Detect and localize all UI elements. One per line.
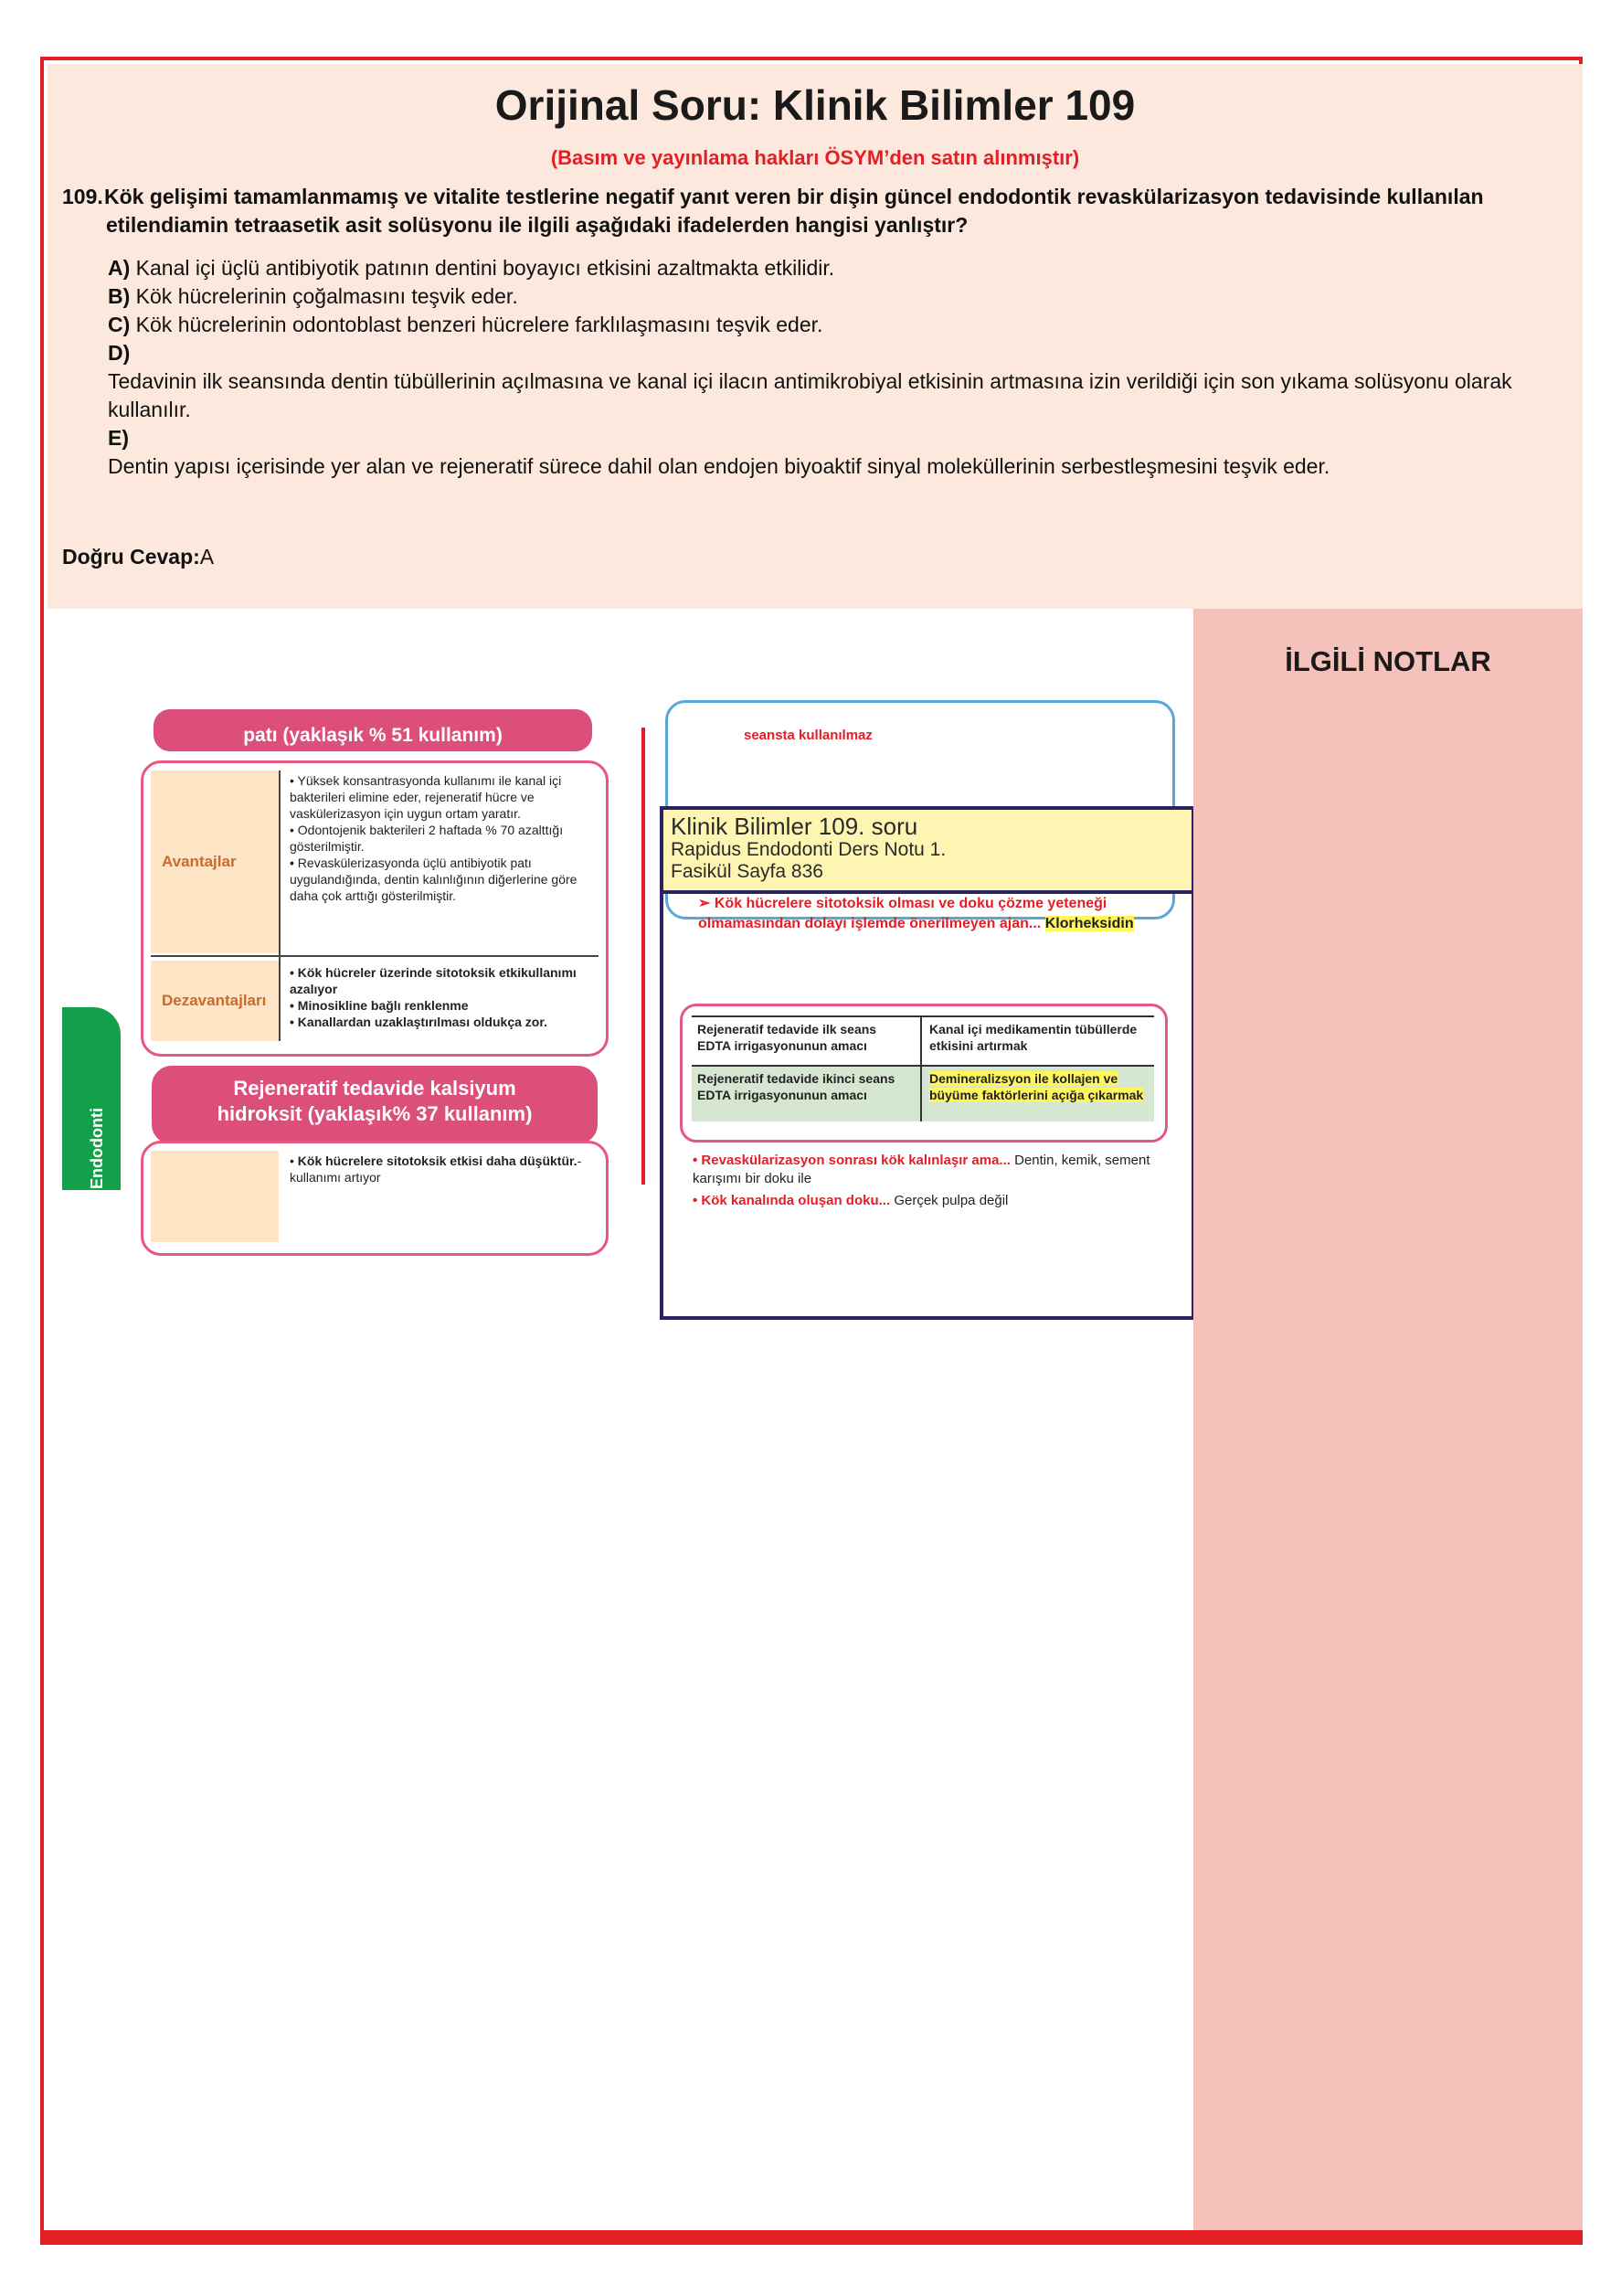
list-item: -kullanımı artıyor [290, 1153, 582, 1185]
option-label: C) [108, 313, 131, 336]
calcium-item: • Kök hücrelere sitotoksik etkisi daha düşüktür.-kullanımı artıyor [290, 1153, 582, 1185]
page-frame [40, 57, 1583, 2245]
notes-panel [1193, 609, 1583, 2230]
column-rule [641, 728, 645, 1185]
option-a [108, 254, 1533, 282]
option-text: Kök hücrelerinin odontoblast benzeri hücrelere farklılaşmasını teşvik eder. [135, 313, 823, 336]
table-rule [692, 1015, 1154, 1017]
option-text: Kök hücrelerinin çoğalmasını teşvik eder. [135, 284, 518, 308]
table-cell [929, 1070, 1149, 1103]
page-title: Orijinal Soru: Klinik Bilimler 109 [494, 81, 1136, 129]
textbook-excerpt [62, 725, 1150, 1208]
table-cell: Kanal içi medikamentin tübüllerde etkisini artırmak [929, 1022, 1138, 1053]
bullet-text: Gerçek pulpa değil [894, 1193, 1009, 1208]
divider [151, 955, 599, 957]
highlighted-text: Demineralizsyon ile kollajen ve büyüme faktörlerini açığa çıkarmak [929, 1071, 1144, 1102]
bullet-red: Kök kanalında oluşan doku... [701, 1193, 891, 1208]
option-label: A) [108, 256, 131, 280]
list-item: Odontojenik bakterileri 2 haftada % 70 azalttığı gösterilmiştir. [290, 823, 564, 854]
list-item: Yüksek konsantrasyonda kullanımı ile kanal içi bakterileri elimine eder, rejeneratif hücre ve vaskülerizasyon için uygun ortam yaratır. [290, 773, 562, 821]
list-item: Kök hücrelere sitotoksik etkisi daha düşüktür. [297, 1153, 577, 1168]
answer-label: Doğru Cevap: [62, 545, 200, 569]
option-label: E) [108, 426, 129, 450]
disadvantages-list: • Kök hücreler üzerinde sitotoksik etkikullanımı azalıyor • Minosikline bağlı renklenme • Kanallardan uzaklaştırılması oldukça zor. [290, 965, 577, 1029]
info-card [665, 700, 1175, 919]
option-text: Dentin yapısı içerisinde yer alan ve rejeneratif sürece dahil olan endojen biyoaktif sinyal moleküllerinin serbestleşmesini teşvik eder. [108, 454, 1330, 478]
list-item: Minosikline bağlı renklenme [297, 998, 469, 1013]
callout-line: Klinik Bilimler 109. soru [671, 813, 918, 840]
bullet-list: • Revaskülarizasyon sonrası kök kalınlaşır ama... Dentin, kemik, sement karışımı bir doku ile • Kök kanalında oluşan doku... Gerçek pulpa değil [693, 1153, 1150, 1208]
options-list [108, 254, 1533, 481]
option-label: B) [108, 284, 131, 308]
antibiotic-card [141, 760, 609, 1057]
answer-value: A [199, 545, 215, 569]
question-text: Kök gelişimi tamamlanmamış ve vitalite testlerine negatif yanıt veren bir dişin güncel endodontik revaskülarizasyon tedavisinde kullanılan etilendiamin tetraasetik asit solüsyonu ile ilgili aşağıdaki ifadelerden hangisi yanlıştır? [104, 185, 1484, 237]
divider [279, 771, 281, 1041]
option-label: D) [108, 341, 131, 365]
option-d [108, 339, 1533, 424]
bullet-red: Revaskülarizasyon sonrası kök kalınlaşır ama... [701, 1153, 1011, 1168]
question-number: 109. [62, 185, 103, 208]
table-cell: Rejeneratif tedavide ilk seans EDTA irrigasyonunun amacı [697, 1022, 877, 1053]
correct-answer [62, 545, 214, 569]
question-stem [62, 183, 1515, 239]
warning-bullet: ➢ Kök hücrelere sitotoksik olması ve doku çözme yeteneği olmamasından dolayı işlemde önerilmeyen ajan... Klorheksidin [698, 896, 1134, 931]
advantages-list: • Yüksek konsantrasyonda kullanımı ile kanal içi bakterileri elimine eder, rejeneratif hücre ve vaskülerizasyon için uygun ortam yaratır. • Odontojenik bakterileri 2 haftada % 70 azalttığı gösterilmiştir. • Revaskülerizasyonda üçlü antibiyotik patı uygulandığında, dentin kalınlığının diğerlerine göre daha çok arttığı gösterilmiştir. [290, 773, 577, 903]
list-item: Kök hücreler üzerinde sitotoksik etkikullanımı azalıyor [290, 965, 577, 996]
option-text: Tedavinin ilk seansında dentin tübüllerinin açılmasına ve kanal içi ilacın antimikrobiyal etkisinin artmasına izin verildiği için son yıkama solüsyonu olarak kullanılır. [108, 369, 1512, 421]
table-rule [692, 1065, 1154, 1067]
copyright-note: (Basım ve yayınlama hakları ÖSYM’den satın alınmıştır) [550, 146, 1080, 169]
frame-bottom-bar [40, 2230, 1583, 2245]
callout-line: Rapidus Endodonti Ders Notu 1. [671, 839, 947, 860]
table-cell: Rejeneratif tedavide ikinci seans EDTA irrigasyonunun amacı [697, 1071, 895, 1102]
bullet-text: Kök hücrelere sitotoksik olması ve doku çözme yeteneği olmamasından dolayı işlemde önerilmeyen ajan... [698, 896, 1107, 931]
option-c [108, 311, 1533, 339]
list-item: Kanallardan uzaklaştırılması oldukça zor. [297, 1015, 547, 1029]
option-text: Kanal içi üçlü antibiyotik patının dentini boyayıcı etkisini azaltmakta etkilidir. [135, 256, 835, 280]
question-panel [48, 64, 1583, 609]
advantages-label: Avantajlar [151, 771, 279, 953]
card-header: patı (yaklaşık % 51 kullanım) [154, 709, 592, 751]
option-b [108, 282, 1533, 311]
list-item: Revaskülerizasyonda üçlü antibiyotik patı uygulandığında, dentin kalınlığının diğerlerine göre daha çok arttığı gösterilmiştir. [290, 856, 577, 903]
side-tab [62, 1007, 121, 1190]
top-fragment: seansta kullanılmaz [744, 728, 873, 743]
card-label [151, 1151, 279, 1242]
bullet-highlight: Klorheksidin [1044, 916, 1134, 931]
disadvantages-label: Dezavantajları [151, 961, 279, 1041]
calcium-card [141, 1141, 609, 1256]
calcium-card-header [152, 1066, 598, 1144]
notes-title: İLGİLİ NOTLAR [1285, 645, 1491, 677]
callout-line: Fasikül Sayfa 836 [671, 861, 823, 882]
bullet-text: Dentin, kemik, sement karışımı bir doku ile [693, 1153, 1150, 1186]
option-e [108, 424, 1533, 481]
table-rule [920, 1015, 922, 1121]
side-tab-label: Endodonti [88, 1108, 106, 1189]
card-header-line: hidroksit (yaklaşık% 37 kullanım) [217, 1102, 533, 1125]
edta-table [680, 1004, 1168, 1143]
card-header-line: Rejeneratif tedavide kalsiyum [233, 1077, 516, 1100]
